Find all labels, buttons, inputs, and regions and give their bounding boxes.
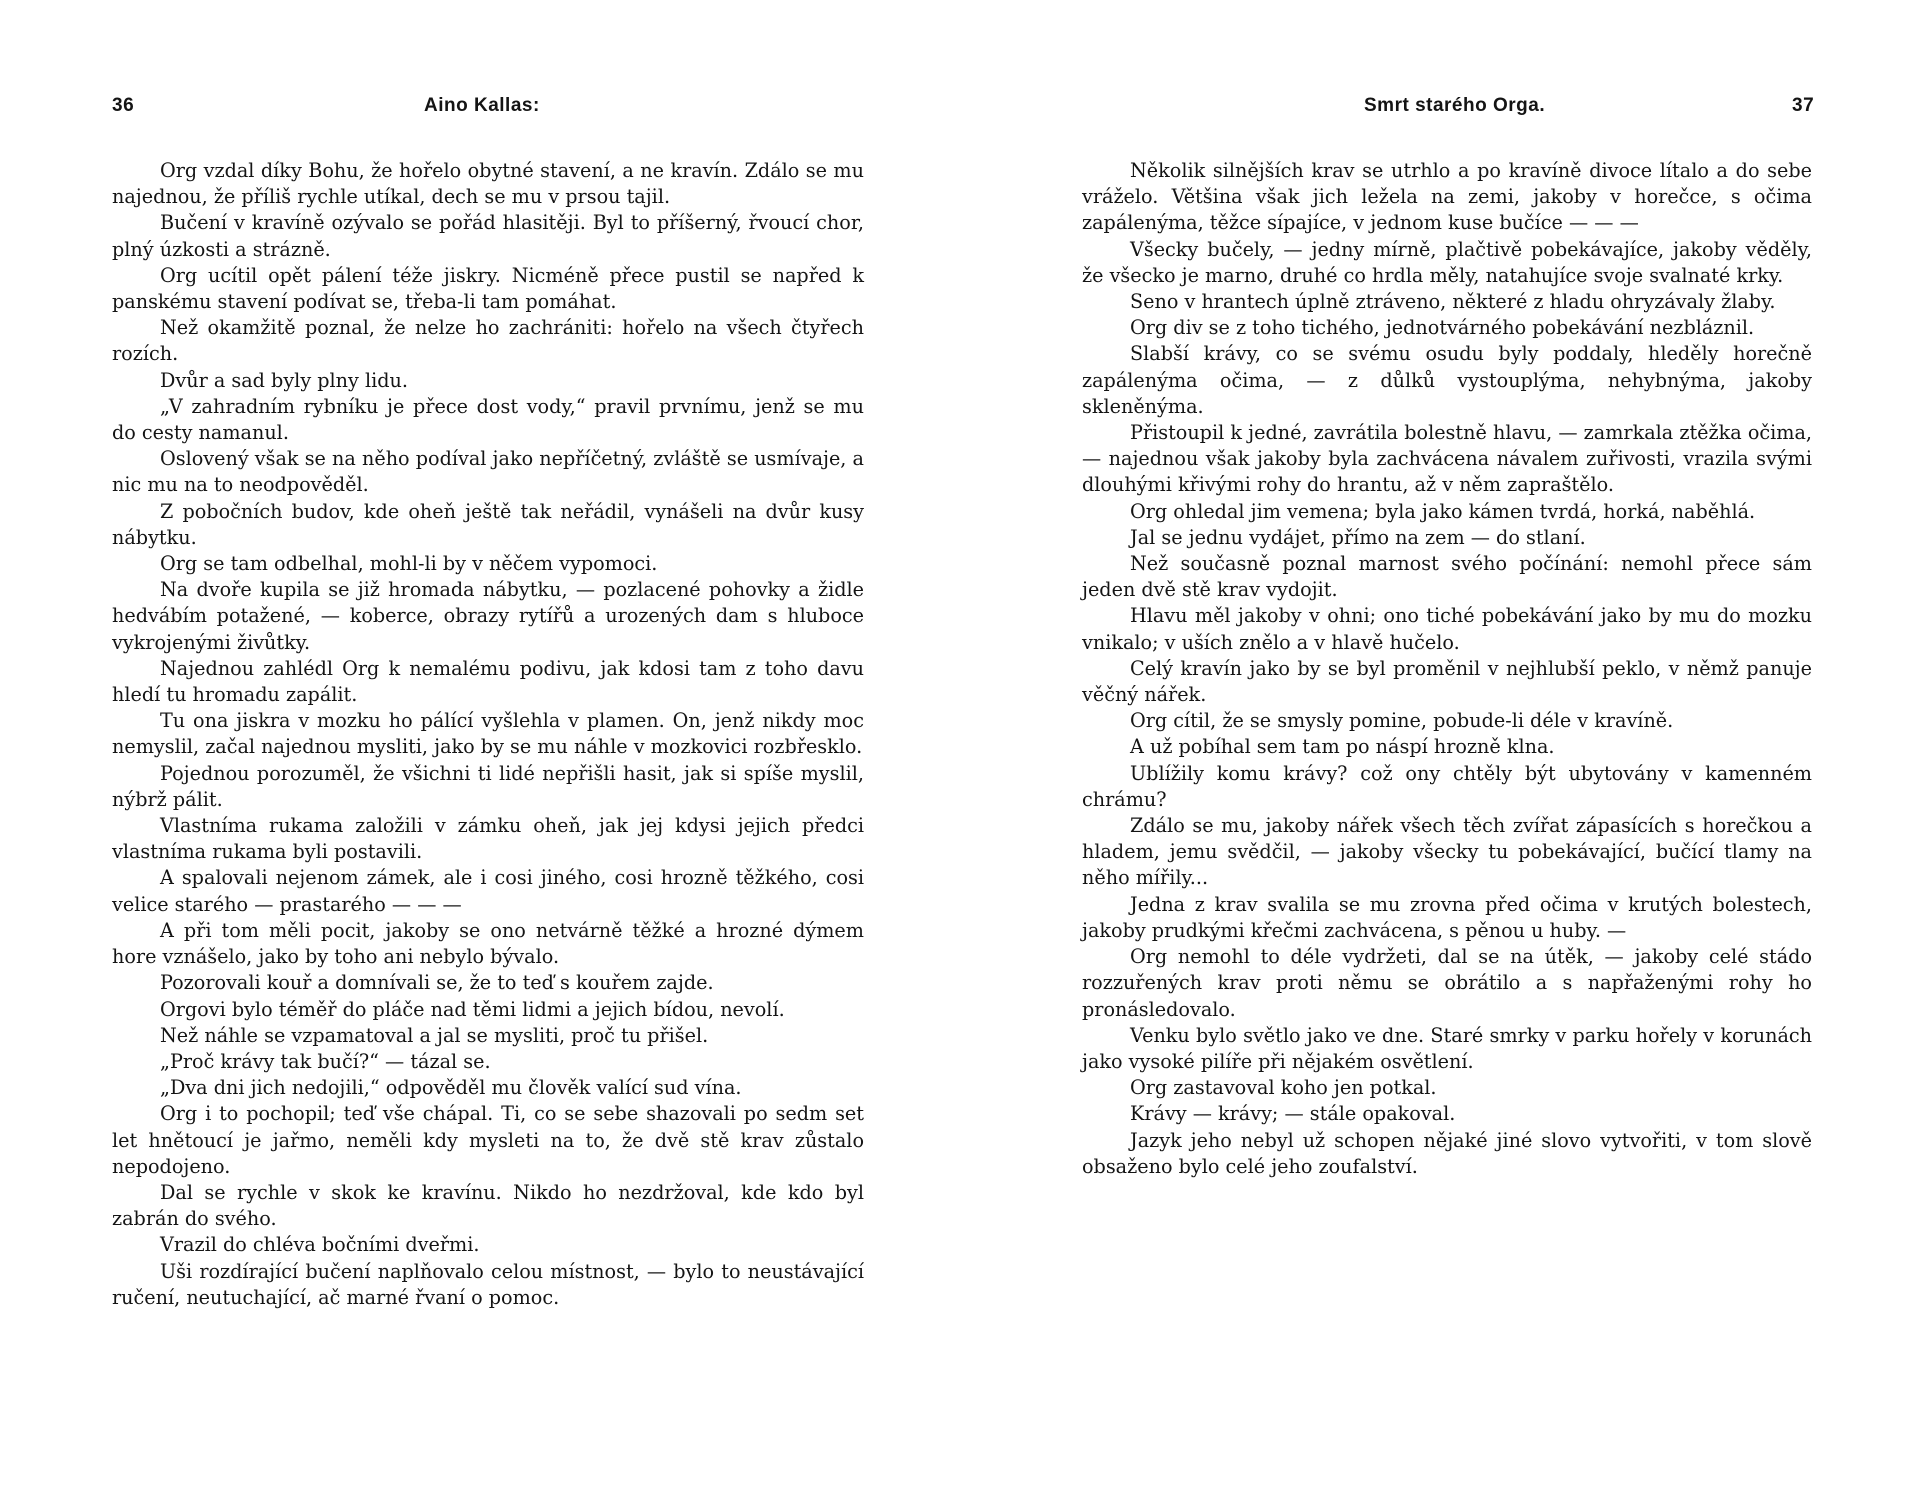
- paragraph: Najednou zahlédl Org k nemalému podivu, jak kdosi tam z toho davu hledí tu hromadu zapálit.: [112, 656, 864, 707]
- paragraph: Venku bylo světlo jako ve dne. Staré smrky v parku hořely v korunách jako vysoké pilíře při nějakém osvětlení.: [1082, 1023, 1812, 1073]
- paragraph: Z pobočních budov, kde oheň ještě tak neřádil, vynášeli na dvůr kusy nábytku.: [112, 499, 864, 549]
- paragraph: Org nemohl to déle vydržeti, dal se na útěk, — jakoby celé stádo rozzuřených krav proti němu se obrátilo a s napřaženými rohy ho pronásledovalo.: [1082, 945, 1812, 1021]
- paragraph: „Dva dni jich nedojili,“ odpověděl mu člověk valící sud vína.: [160, 1076, 742, 1100]
- paragraph: Org zastavoval koho jen potkal.: [1130, 1076, 1437, 1100]
- paragraph: Pozorovali kouř a domnívali se, že to teď s kouřem zajde.: [160, 971, 714, 995]
- paragraph: Slabší krávy, co se svému osudu byly poddaly, hleděly horečně zapálenýma očima, — z důlků vystouplýma, nehybnýma, jakoby skleněnýma.: [1082, 342, 1812, 418]
- page-number: 37: [1792, 95, 1815, 116]
- paragraph: Pojednou porozuměl, že všichni ti lidé nepřišli hasit, jak si spíše myslil, nýbrž pálit.: [112, 761, 864, 811]
- running-head: Aino Kallas:: [424, 95, 540, 116]
- paragraph: Hlavu měl jakoby v ohni; ono tiché pobekávání jako by mu do mozku vnikalo; v uších znělo a v hlavě hučelo.: [1082, 604, 1812, 654]
- paragraph: „V zahradním rybníku je přece dost vody,“ pravil prvnímu, jenž se mu do cesty namanul.: [112, 394, 864, 445]
- right-page: [966, 0, 1932, 1500]
- body-text: [112, 158, 864, 1311]
- paragraph: Org i to pochopil; teď vše chápal. Ti, co se sebe shazovali po sedm set let hnětoucí je jařmo, neměli kdy mysleti na to, že dvě stě krav zůstalo nepodojeno.: [112, 1102, 864, 1178]
- paragraph: Celý kravín jako by se byl proměnil v nejhlubší peklo, v němž panuje věčný nářek.: [1082, 656, 1812, 707]
- paragraph: Oslovený však se na něho podíval jako nepříčetný, zvláště se usmívaje, a nic mu na to neodpověděl.: [112, 447, 864, 497]
- paragraph: Zdálo se mu, jakoby nářek všech těch zvířat zápasících s horečkou a hladem, jemu svědčil, — jakoby všecky tu pobekávající, bučící tlamy na něho mířily...: [1082, 814, 1812, 890]
- paragraph: Jedna z krav svalila se mu zrovna před očima v krutých bolestech, jakoby prudkými křečmi zachvácena, s pěnou u huby. —: [1082, 892, 1812, 942]
- paragraph: Tu ona jiskra v mozku ho pálící vyšlehla v plamen. On, jenž nikdy moc nemyslil, začal najednou mysliti, jako by se mu náhle v mozkovici rozbřesklo.: [112, 709, 864, 759]
- paragraph: „Proč krávy tak bučí?“ — tázal se.: [160, 1049, 491, 1073]
- paragraph: Bučení v kravíně ozývalo se pořád hlasitěji. Byl to příšerný, řvoucí chor, plný úzkosti a strázně.: [112, 211, 864, 261]
- paragraph: Orgovi bylo téměř do pláče nad těmi lidmi a jejich bídou, nevolí.: [160, 997, 785, 1021]
- running-head: Smrt starého Orga.: [1364, 95, 1546, 116]
- paragraph: Jazyk jeho nebyl už schopen nějaké jiné slovo vytvořiti, v tom slově obsaženo bylo celé jeho zoufalství.: [1082, 1128, 1812, 1178]
- paragraph: Jal se jednu vydájet, přímo na zem — do stlaní.: [1130, 525, 1586, 549]
- paragraph: Na dvoře kupila se již hromada nábytku, — pozlacené pohovky a židle hedvábím potažené, — koberce, obrazy rytířů a urozených dam s hluboce vykrojenými živůtky.: [112, 578, 864, 654]
- paragraph: Org ucítil opět pálení téže jiskry. Nicméně přece pustil se napřed k panskému stavení podívat se, třeba-li tam pomáhat.: [112, 263, 864, 314]
- paragraph: Dal se rychle v skok ke kravínu. Nikdo ho nezdržoval, kde kdo byl zabrán do svého.: [112, 1180, 864, 1231]
- paragraph: Několik silnějších krav se utrhlo a po kravíně divoce lítalo a do sebe vráželo. Většina však jich ležela na zemi, jakoby v horečce, s očima zapálenýma, těžce sípajíce, v jednom kuse bučíce — — —: [1082, 159, 1812, 235]
- paragraph: Ublížily komu krávy? což ony chtěly být ubytovány v kamenném chrámu?: [1082, 761, 1812, 811]
- paragraph: Krávy — krávy; — stále opakoval.: [1130, 1102, 1456, 1126]
- page-number: 36: [112, 95, 135, 116]
- paragraph: Org div se z toho tichého, jednotvárného pobekávání nezbláznil.: [1130, 316, 1755, 340]
- paragraph: Všecky bučely, — jedny mírně, plačtivě pobekávajíce, jakoby věděly, že všecko je marno, druhé co hrdla měly, natahujíce svoje svalnaté krky.: [1082, 237, 1812, 287]
- paragraph: Dvůr a sad byly plny lidu.: [160, 368, 408, 392]
- paragraph: A už pobíhal sem tam po náspí hrozně klna.: [1130, 735, 1555, 759]
- paragraph: Vrazil do chléva bočními dveřmi.: [160, 1233, 480, 1257]
- paragraph: Org ohledal jim vemena; byla jako kámen tvrdá, horká, naběhlá.: [1130, 499, 1756, 523]
- paragraph: Vlastníma rukama založili v zámku oheň, jak jej kdysi jejich předci vlastníma rukama byli postavili.: [112, 814, 864, 864]
- paragraph: Přistoupil k jedné, zavrátila bolestně hlavu, — zamrkala ztěžka očima, — najednou však jakoby byla zachvácena návalem zuřivosti, vrazila svými dlouhými křivými rohy do hrantu, až v něm zapraštělo.: [1082, 421, 1812, 497]
- paragraph: Org cítil, že se smysly pomine, pobude-li déle v kravíně.: [1130, 709, 1674, 733]
- paragraph: Než současně poznal marnost svého počínání: nemohl přece sám jeden dvě stě krav vydojit.: [1082, 552, 1812, 602]
- paragraph: Než náhle se vzpamatoval a jal se mysliti, proč tu přišel.: [160, 1023, 709, 1047]
- paragraph: Než okamžitě poznal, že nelze ho zachrániti: hořelo na všech čtyřech rozích.: [112, 316, 864, 366]
- paragraph: Uši rozdírající bučení naplňovalo celou místnost, — bylo to neustávající ručení, neutuchající, ač marné řvaní o pomoc.: [112, 1259, 864, 1309]
- paragraph: Seno v hrantech úplně ztráveno, některé z hladu ohryzávaly žlaby.: [1130, 290, 1776, 314]
- paragraph: Org vzdal díky Bohu, že hořelo obytné stavení, a ne kravín. Zdálo se mu najednou, že příliš rychle utíkal, dech se mu v prsou tajil.: [112, 159, 864, 209]
- paragraph: Org se tam odbelhal, mohl-li by v něčem vypomoci.: [160, 552, 658, 576]
- paragraph: A při tom měli pocit, jakoby se ono netvárně těžké a hrozné dýmem hore vznášelo, jako by toho ani nebylo bývalo.: [112, 918, 864, 969]
- body-text: [1082, 158, 1812, 1180]
- paragraph: A spalovali nejenom zámek, ale i cosi jiného, cosi hrozně těžkého, cosi velice starého — prastarého — — —: [112, 866, 864, 916]
